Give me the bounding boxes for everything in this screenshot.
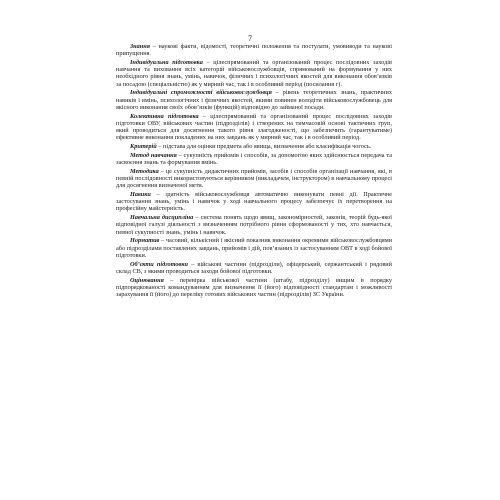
term: Об’єкти підготовки xyxy=(130,260,188,268)
term: Навчальна дисципліна xyxy=(130,214,194,222)
definition: – часовий, кількісний і якісний показник виконання окремими військовослужбовцями або підрозділами поставлених завдань, прийомів і дій, пов’язаних із застосуванням ОВТ в ході бойової підготовки. xyxy=(116,237,392,259)
glossary-entry-skills xyxy=(116,191,392,213)
glossary-entry-standard xyxy=(116,237,392,259)
definition: – підстава для оцінки предмета або явища, визначення або класифікація чогось. xyxy=(156,143,372,151)
glossary-entry-znannia xyxy=(116,43,392,57)
glossary-entry-academic-discipline xyxy=(116,214,392,236)
glossary-entry-evaluation xyxy=(116,277,392,299)
definition: – здатність військовослужбовця автоматично виконувати певні дії. Практичне застосування знань, умінь і навичок у ході навчального процесу забезпечує їх перетворення на професійну майстерність. xyxy=(116,191,392,213)
term: Навики xyxy=(130,191,151,199)
glossary-entry-teaching-method xyxy=(116,152,392,166)
term: Норматив xyxy=(130,237,160,245)
definition: – цілеспрямований та організований процес послідовних заходів навчання та виховання всіх категорій військовослужбовців, спрямований на формування у них необхідного рівня знань, умінь, навичок, фізичних і психологічних якостей для виконання обов’язків за посадою (спеціальністю) як у мирний час, так і в особливий період (посилання г). xyxy=(116,59,392,88)
term: Критерій xyxy=(130,143,157,151)
glossary-entry-individual-capabilities xyxy=(116,89,392,111)
definition: – рівень теоретичних знань, практичних навиків і вмінь, психологічних і фізичних якостей, якими повинен володіти військовослужбовець для якісного виконання своїх обов’язків (функцій) відповідно до займаної посади. xyxy=(116,89,392,111)
page-number: 7 xyxy=(248,34,252,43)
glossary-entry-methodology xyxy=(116,168,392,190)
term: Колективна підготовка xyxy=(130,112,199,120)
glossary-entry-collective-training xyxy=(116,113,392,142)
term: Індивідуальні спроможності військовослужбовця xyxy=(130,89,272,97)
definition: – військові частини (підрозділи), офіцерський, сержантський і рядовий склад СВ, з якими проводиться заходи бойової підготовки. xyxy=(116,260,392,275)
definition: – наукові факти, відомості, теоретичні положення та постулати, умовиводи та наукові припущення. xyxy=(116,43,392,58)
definition: – це сукупність дидактичних прийомів, засобів і способів організації навчання, які, в певній послідовності використовуються керівником (викладачем, інструктором) в навчальному процесі для досягнення визначеної мети. xyxy=(116,167,392,190)
glossary-body xyxy=(116,43,392,300)
glossary-entry-training-objects xyxy=(116,261,392,275)
definition: – цілеспрямований та організований процес послідовних заходів підготовки ОВУ, військових частин (підрозділів) і створених на тимчасовій основі тактичних груп, який проводиться для досягнення такого рівня злагодженості, що забезпечить (гарантуватиме) ефективне виконання покладених на них завдань як у мирний час, так і в особливий період. xyxy=(116,112,392,142)
term: Індивідуальна підготовка xyxy=(130,59,203,66)
term: Метод навчання xyxy=(130,151,177,159)
term: Знання xyxy=(130,43,150,50)
glossary-entry-individual-training xyxy=(116,59,392,88)
term: Методика xyxy=(130,167,159,175)
glossary-entry-criterion xyxy=(116,143,392,150)
term: Оцінювання xyxy=(130,276,164,284)
definition: – сукупність прийомів і способів, за допомогою яких здійснюється передача та засвоєння знань та формування вмінь. xyxy=(116,151,392,167)
definition: – система понять щодо явищ, закономірностей, законів, теорій будь-якої відповідної галузі діяльності з визначенням потрібного рівня сформованості у тих, хто навчається, певної сукупності знань, умінь і навичок. xyxy=(116,214,392,236)
definition: – перевірка військової частини (штабу, підрозділу) вищим в порядку підпорядкованості командуванням для визначення її (його) відповідності стандартам і можливості зарахування її (його) до переліку готових військових частин (підрозділів) ЗС України. xyxy=(116,276,392,299)
